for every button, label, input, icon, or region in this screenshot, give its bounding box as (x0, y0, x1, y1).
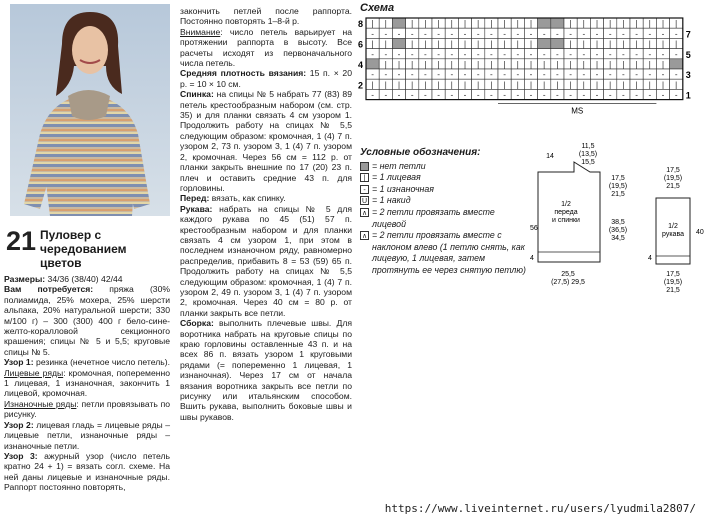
chart-symbol: - (437, 29, 440, 39)
chart-symbol: - (569, 29, 572, 39)
chart-symbol: | (569, 60, 572, 69)
chart-symbol: | (582, 39, 586, 49)
chart-symbol: | (582, 80, 586, 90)
chart-symbol: | (635, 19, 638, 29)
chart-symbol: | (622, 80, 625, 90)
chart-symbol: - (490, 90, 493, 100)
chart-symbol: - (516, 70, 520, 80)
chart-symbol: - (595, 29, 599, 39)
col1-paragraph: Узор 2: лицевая гладь = лицевые ряды – лицевые петли, изнаночные ряды – изнаночные петли. (4, 419, 170, 451)
chart-symbol: - (463, 90, 467, 100)
chart-symbol: | (371, 39, 374, 49)
chart-symbol: | (424, 60, 427, 69)
chart-symbol: - (582, 29, 586, 39)
chart-symbol: | (595, 80, 599, 90)
chart-symbol: | (516, 80, 520, 90)
chart-symbol: - (622, 29, 625, 39)
chart-title: Схема (360, 2, 395, 14)
chart-symbol: - (424, 90, 427, 100)
col1-paragraph: Размеры: 34/36 (38/40) 42/44 (4, 274, 123, 284)
chart-symbol: | (529, 60, 533, 69)
chart-symbol: | (556, 80, 559, 90)
body-arm-height: 38,5 (36,5) 34,5 (608, 219, 628, 242)
chart-symbol: - (635, 29, 638, 39)
chart-symbol: - (529, 70, 533, 80)
chart-symbol: - (371, 49, 374, 59)
legend-text: = 1 изнаночная (372, 183, 434, 194)
chart-symbol: - (595, 49, 599, 59)
legend-item (360, 161, 530, 173)
chart-cell (551, 38, 564, 48)
chart-symbol: - (661, 49, 665, 59)
col2-paragraph: Спинка: на спицы № 5 набрать 77 (83) 89 петель крестообразным набором (см. стр. 35) и для планки связать 4 см узором 1. Продолжить работу на спицах № 5,5 следующим образом: кромочная, 1 (4) 7 п. узором 2, 73 п. узором 3, 1 (4) 7 п. узором 2, кромочная. Через 56 см = 112 р. от планки закрыть внешние по 17 (20) 23 п. плеч и оставить средние 43 п. для горловины. (180, 89, 352, 193)
chart-cell (392, 18, 405, 28)
chart-symbol: | (437, 19, 440, 29)
chart-symbol: - (410, 90, 414, 100)
chart-symbol: - (569, 70, 572, 80)
chart-symbol: - (529, 49, 533, 59)
chart-cell (366, 59, 379, 69)
chart-symbol: - (542, 70, 546, 80)
col1-paragraph: Узор 1: резинка (нечетное число петель). Лицевые ряды: кромочная, попеременно 1 лицевая, 1 изнаночная, закончить 1 лицевой, кромочная. (4, 357, 170, 399)
chart-symbol: | (516, 19, 520, 29)
chart-symbol: | (582, 60, 586, 69)
chart-symbol: - (608, 70, 612, 80)
chart-symbol: - (661, 29, 665, 39)
chart-symbol: - (424, 29, 427, 39)
col2-paragraph: Сборка: выполнить плечевые швы. Для воротника набрать на круговые спицы по краю горловины оставленные 43 п. и на всех 86 п. вязать узором 1 круговыми рядами (= попеременно 1 лицевая, 1 изнаночная). Через 17 см от начала вязания воротника закрыть все петли по рисунку или итальянским способом. Вшить рукава, выполнить боковые швы и швы рукавов. (180, 318, 352, 422)
legend-symbol-icon: ∧ (361, 209, 368, 217)
chart-symbol: - (503, 70, 506, 80)
chart-symbol: - (661, 70, 665, 80)
chart-symbol: - (450, 70, 454, 80)
chart-symbol: - (542, 49, 546, 59)
body-armhole: 17,5 (19,5) 21,5 (608, 175, 628, 198)
chart-symbol: - (595, 90, 599, 100)
chart-cell (392, 38, 405, 48)
row-number-right: 5 (685, 49, 691, 60)
chart-symbol: - (463, 49, 467, 59)
chart-symbol: | (529, 80, 533, 90)
chart-symbol: | (622, 19, 625, 29)
chart-symbol: | (384, 19, 388, 29)
chart-symbol: - (490, 29, 493, 39)
legend (360, 147, 530, 277)
chart-symbol: | (569, 39, 572, 49)
sleeve-band-label: 4 (648, 255, 652, 262)
instructions-col2 (180, 6, 352, 422)
chart-symbol: | (569, 80, 572, 90)
chart-symbol: | (437, 60, 440, 69)
chart-symbol: - (463, 29, 467, 39)
chart-symbol: - (622, 49, 625, 59)
col2-paragraph: Средняя плотность вязания: 15 п. × 20 р. = 10 × 10 см. (180, 68, 352, 89)
chart-symbol: | (674, 80, 678, 90)
sleeve-bottom: 17,5 (19,5) 21,5 (663, 271, 683, 294)
body-height: 56 (530, 225, 538, 232)
chart-symbol: | (463, 39, 467, 49)
legend-item (360, 207, 530, 230)
legend-title: Условные обозначения: (360, 147, 481, 158)
source-url[interactable]: https://www.liveinternet.ru/users/lyudmila2807/ (384, 502, 696, 515)
chart-symbol: | (463, 80, 467, 90)
chart-symbol: - (661, 90, 665, 100)
pattern-schematic (528, 144, 718, 314)
chart-symbol: - (622, 90, 625, 100)
chart-symbol: | (648, 60, 652, 69)
chart-symbol: | (516, 39, 520, 49)
chart-symbol: - (450, 49, 454, 59)
chart-symbol: | (661, 19, 665, 29)
chart-symbol: - (476, 49, 480, 59)
col2-paragraph: Рукава: набрать на спицы № 5 для каждого рукава по 45 (51) 57 п. крестообразным набором и для планки связать 4 см узором 1, при этом в последнем изнаночном ряду, равномерно распределив, прибавить 8 = 53 (59) 65 п. Продолжить работу на спицах № 5,5 следующим образом: кромочная, 1 (4) 7 п. узором 2, 49 п. узором 3, 1 (4) 7 п. узором 2, кромочная. Через 40 см = 80 р. от планки закрыть все петли. (180, 203, 352, 318)
chart-symbol: - (674, 70, 678, 80)
chart-symbol: | (661, 39, 665, 49)
chart-symbol: | (608, 60, 612, 69)
chart-symbol: - (424, 70, 427, 80)
chart-symbol: | (384, 80, 388, 90)
chart-symbol: - (556, 49, 559, 59)
chart-symbol: | (648, 39, 652, 49)
knitting-chart (356, 16, 696, 126)
chart-symbol: | (490, 80, 493, 90)
chart-cell (538, 18, 551, 28)
chart-symbol: | (371, 80, 374, 90)
sleeve-label: 1/2 рукава (662, 223, 684, 238)
chart-symbol: | (450, 39, 454, 49)
chart-symbol: - (556, 29, 559, 39)
legend-item (360, 172, 530, 184)
chart-cell (551, 18, 564, 28)
legend-item (360, 195, 530, 207)
chart-symbol: - (635, 70, 638, 80)
repeat-label: MS (571, 106, 584, 116)
chart-symbol: | (503, 60, 506, 69)
chart-symbol: - (397, 29, 401, 39)
chart-symbol: - (490, 70, 493, 80)
chart-symbol: - (397, 70, 401, 80)
legend-text: = 2 петли провязать вместе с наклоном влево (1 петлю снять, как лицевую, 1 лицевая, затем протянуть ее через снятую петлю) (372, 230, 526, 275)
chart-symbol: | (608, 39, 612, 49)
chart-symbol: | (424, 39, 427, 49)
chart-symbol: - (516, 49, 520, 59)
body-label: 1/2 переда и спинки (552, 201, 580, 224)
chart-symbol: | (450, 60, 454, 69)
chart-symbol: - (450, 90, 454, 100)
chart-symbol: | (622, 39, 625, 49)
legend-symbol-icon: U (361, 198, 368, 206)
chart-symbol: | (542, 80, 546, 90)
chart-symbol: | (450, 19, 454, 29)
chart-symbol: | (410, 19, 414, 29)
chart-symbol: | (635, 60, 638, 69)
chart-symbol: | (503, 19, 506, 29)
chart-symbol: - (424, 49, 427, 59)
chart-symbol: | (635, 39, 638, 49)
chart-symbol: - (476, 70, 480, 80)
chart-symbol: - (529, 90, 533, 100)
chart-symbol: | (476, 39, 480, 49)
chart-symbol: - (516, 29, 520, 39)
chart-symbol: | (476, 19, 480, 29)
chart-symbol: - (476, 29, 480, 39)
chart-symbol: | (635, 80, 638, 90)
chart-symbol: | (674, 19, 678, 29)
chart-symbol: - (582, 49, 586, 59)
col1-paragraph: Вам потребуется: пряжа (30% полиамида, 25% мохера, 25% шерсти альпака, 20% натуральной шерсти; 330 м/100 г) – 300 (300) 400 г бело-сине-желто-коралловой секционного крашения; спицы № 5 и 5,5; круговые спицы № 5. (4, 284, 171, 357)
col2-paragraph: закончить петлей после раппорта. Постоянно повторять 1–8-й р. (180, 6, 352, 27)
chart-symbol: - (490, 49, 493, 59)
chart-symbol: - (674, 49, 678, 59)
chart-symbol: - (635, 49, 638, 59)
chart-symbol: - (608, 29, 612, 39)
chart-symbol: | (674, 39, 678, 49)
chart-symbol: - (503, 49, 506, 59)
row-number-left: 2 (358, 80, 364, 91)
legend-text: = 1 накид (372, 195, 411, 206)
chart-symbol: - (437, 70, 440, 80)
chart-symbol: | (490, 60, 493, 69)
chart-symbol: | (410, 60, 414, 69)
legend-symbol-icon: ∧ (361, 233, 368, 241)
chart-symbol: - (516, 90, 520, 100)
chart-symbol: | (371, 19, 374, 29)
chart-symbol: | (437, 39, 440, 49)
legend-item (360, 230, 530, 276)
chart-symbol: - (437, 90, 440, 100)
body-top-width: 14 (546, 153, 554, 160)
model-title: Пуловер с чередованием цветов (40, 228, 127, 270)
chart-symbol: | (529, 19, 533, 29)
chart-cell (538, 38, 551, 48)
chart-symbol: - (648, 90, 652, 100)
chart-symbol: | (490, 19, 493, 29)
chart-symbol: - (450, 29, 454, 39)
chart-symbol: | (384, 39, 388, 49)
row-number-right: 7 (685, 29, 691, 40)
chart-symbol: - (384, 90, 388, 100)
chart-symbol: - (582, 70, 586, 80)
chart-cell (670, 59, 683, 69)
col1-paragraph: Узор 3: ажурный узор (число петель кратно 24 + 1) = вязать согл. схеме. На ней даны лицевые и изнаночные ряды. Раппорт постоянно повторять, (4, 450, 170, 493)
col1-paragraph: Изнаночные ряды: петли провязывать по рисунку. (4, 398, 170, 420)
chart-symbol: - (371, 29, 374, 39)
chart-symbol: - (410, 70, 414, 80)
chart-symbol: - (648, 70, 652, 80)
chart-symbol: | (529, 39, 533, 49)
legend-symbol-icon: | (360, 173, 369, 182)
chart-symbol: | (410, 80, 414, 90)
row-number-right: 1 (685, 90, 691, 101)
chart-symbol: | (648, 19, 652, 29)
body-band-label: 4 (530, 255, 534, 262)
legend-item (360, 184, 530, 196)
chart-symbol: | (556, 60, 559, 69)
chart-symbol: - (463, 70, 467, 80)
chart-symbol: - (569, 90, 572, 100)
chart-symbol: - (503, 90, 506, 100)
legend-symbol-icon: - (360, 185, 369, 194)
chart-symbol: - (476, 90, 480, 100)
chart-symbol: | (503, 80, 506, 90)
sleeve-top: 17,5 (19,5) 21,5 (663, 167, 683, 190)
chart-symbol: | (397, 60, 401, 69)
row-number-left: 8 (358, 19, 364, 30)
chart-symbol: - (608, 90, 612, 100)
chart-symbol: - (384, 70, 388, 80)
chart-symbol: - (542, 90, 546, 100)
chart-symbol: | (463, 19, 467, 29)
chart-symbol: - (371, 90, 374, 100)
body-bottom: 25,5 (27,5) 29,5 (551, 271, 585, 286)
chart-symbol: - (556, 70, 559, 80)
chart-symbol: | (397, 80, 401, 90)
chart-symbol: - (635, 90, 638, 100)
chart-symbol: | (608, 19, 612, 29)
chart-symbol: - (608, 49, 612, 59)
chart-symbol: | (476, 60, 480, 69)
chart-symbol: - (582, 90, 586, 100)
chart-symbol: | (569, 19, 572, 29)
body-shoulder: 11,5 (13,5) 15,5 (578, 143, 598, 166)
chart-symbol: | (542, 60, 546, 69)
chart-symbol: - (595, 70, 599, 80)
chart-symbol: | (450, 80, 454, 90)
sleeve-height: 40 (696, 229, 704, 236)
chart-symbol: | (463, 60, 467, 69)
chart-symbol: | (410, 39, 414, 49)
chart-symbol: - (648, 29, 652, 39)
row-number-right: 3 (685, 70, 691, 81)
row-number-left: 6 (358, 39, 364, 50)
row-number-left: 4 (358, 60, 364, 70)
chart-symbol: - (371, 70, 374, 80)
chart-symbol: - (674, 29, 678, 39)
legend-text: = 1 лицевая (372, 172, 421, 183)
chart-symbol: | (490, 39, 493, 49)
chart-symbol: | (582, 19, 586, 29)
model-photo (10, 4, 170, 216)
chart-symbol: | (661, 60, 665, 69)
chart-symbol: | (622, 60, 625, 69)
legend-text: = нет петли (372, 160, 426, 171)
chart-symbol: - (410, 49, 414, 59)
chart-symbol: | (661, 80, 665, 90)
legend-symbol-icon (360, 162, 369, 171)
chart-symbol: - (556, 90, 559, 100)
chart-symbol: - (384, 49, 388, 59)
chart-symbol: - (648, 49, 652, 59)
chart-symbol: | (384, 60, 388, 69)
chart-symbol: | (516, 60, 520, 69)
chart-symbol: | (595, 60, 599, 69)
chart-symbol: | (503, 39, 506, 49)
chart-symbol: | (608, 80, 612, 90)
chart-symbol: - (503, 29, 506, 39)
chart-symbol: | (595, 39, 599, 49)
chart-symbol: | (648, 80, 652, 90)
chart-symbol: | (595, 19, 599, 29)
col2-paragraph: Внимание: число петель варьирует на протяжении раппорта в высоту. Все расчеты исходят из первоначального числа петель. (180, 26, 352, 69)
chart-symbol: | (424, 19, 427, 29)
model-number: 21 (6, 226, 37, 256)
chart-symbol: - (397, 90, 401, 100)
chart-symbol: - (674, 90, 678, 100)
col2-paragraph: Перед: вязать, как спинку. (180, 193, 286, 204)
chart-symbol: - (437, 49, 440, 59)
chart-symbol: - (569, 49, 572, 59)
instructions-col1 (4, 274, 170, 493)
chart-symbol: | (437, 80, 440, 90)
chart-symbol: - (384, 29, 388, 39)
legend-text: = 2 петли провязать вместе лицевой (372, 206, 495, 229)
chart-symbol: | (476, 80, 480, 90)
chart-symbol: - (542, 29, 546, 39)
chart-symbol: | (424, 80, 427, 90)
chart-symbol: - (397, 49, 401, 59)
chart-symbol: - (410, 29, 414, 39)
chart-symbol: - (529, 29, 533, 39)
chart-symbol: - (622, 70, 625, 80)
